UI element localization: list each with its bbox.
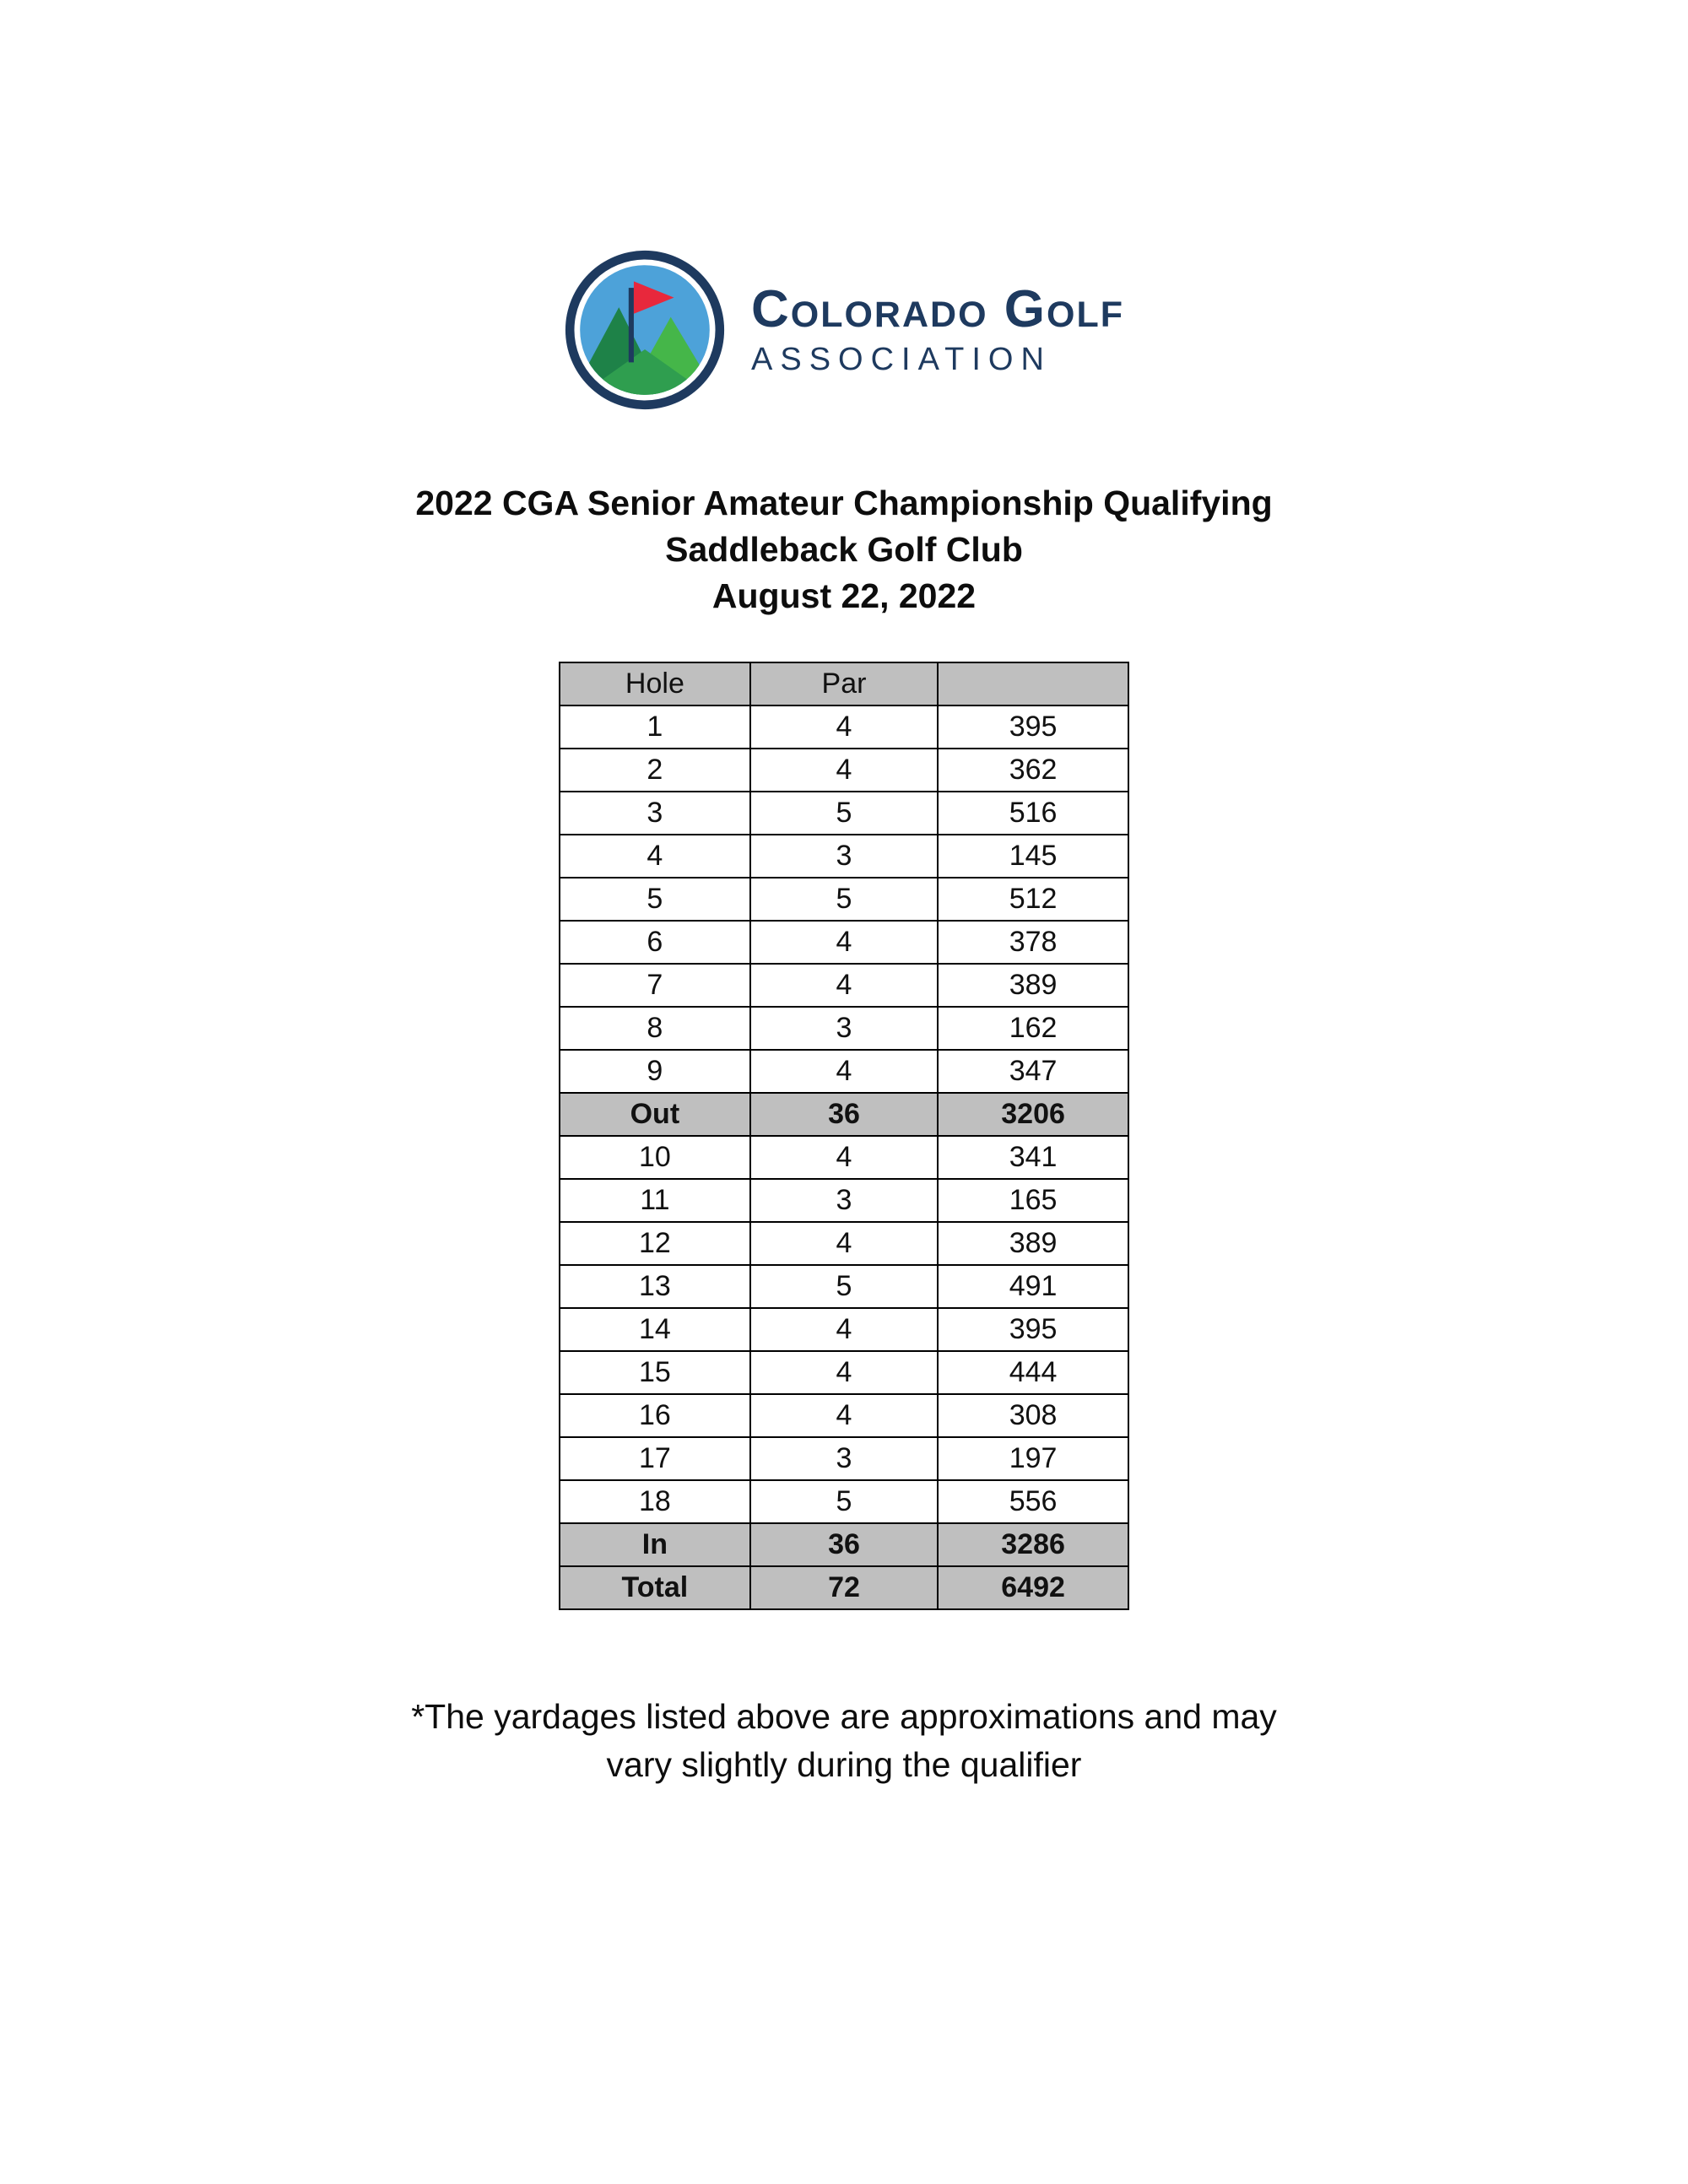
- table-header-row: [560, 662, 1128, 705]
- table-row: [560, 964, 1128, 1007]
- table-row: [560, 1351, 1128, 1394]
- yardage-cell: 6492: [938, 1566, 1128, 1609]
- hole-cell: 12: [560, 1222, 750, 1265]
- yardage-cell: 3206: [938, 1093, 1128, 1136]
- par-cell: 3: [750, 835, 938, 878]
- hole-cell: 7: [560, 964, 750, 1007]
- cga-logo-mark-icon: [564, 249, 726, 411]
- yardage-table: [559, 662, 1129, 1610]
- table-row: [560, 1179, 1128, 1222]
- hole-cell: 14: [560, 1308, 750, 1351]
- yardage-cell: 512: [938, 878, 1128, 921]
- table-row: [560, 1265, 1128, 1308]
- par-cell: 3: [750, 1437, 938, 1480]
- hole-cell: 4: [560, 835, 750, 878]
- yardage-cell: 389: [938, 964, 1128, 1007]
- table-row: [560, 1394, 1128, 1437]
- par-cell: 3: [750, 1007, 938, 1050]
- table-row: [560, 1523, 1128, 1566]
- hole-cell: 9: [560, 1050, 750, 1093]
- yardage-cell: 389: [938, 1222, 1128, 1265]
- hole-cell: Out: [560, 1093, 750, 1136]
- table-row: [560, 1050, 1128, 1093]
- table-row: [560, 749, 1128, 792]
- par-cell: 5: [750, 1265, 938, 1308]
- par-cell: 5: [750, 792, 938, 835]
- par-cell: 36: [750, 1093, 938, 1136]
- table-row: [560, 1093, 1128, 1136]
- cga-logo: [0, 0, 1688, 411]
- par-cell: 4: [750, 964, 938, 1007]
- yardage-cell: 3286: [938, 1523, 1128, 1566]
- footnote-line-1: *The yardages listed above are approximations and may: [411, 1697, 1277, 1736]
- par-cell: 4: [750, 705, 938, 749]
- table-row: [560, 1308, 1128, 1351]
- hole-cell: 18: [560, 1480, 750, 1523]
- yardage-cell: 444: [938, 1351, 1128, 1394]
- yardage-cell: 308: [938, 1394, 1128, 1437]
- hole-cell: 6: [560, 921, 750, 964]
- title-block: [0, 480, 1688, 619]
- hole-cell: 3: [560, 792, 750, 835]
- yardage-cell: 516: [938, 792, 1128, 835]
- hole-cell: 15: [560, 1351, 750, 1394]
- yardage-cell: 165: [938, 1179, 1128, 1222]
- par-cell: 4: [750, 921, 938, 964]
- yardage-cell: 395: [938, 705, 1128, 749]
- hole-cell: In: [560, 1523, 750, 1566]
- yardage-cell: 491: [938, 1265, 1128, 1308]
- hole-cell: 1: [560, 705, 750, 749]
- par-cell: 4: [750, 1308, 938, 1351]
- par-cell: 4: [750, 1394, 938, 1437]
- yardage-cell: 145: [938, 835, 1128, 878]
- yardage-cell: 341: [938, 1136, 1128, 1179]
- par-cell: 4: [750, 1222, 938, 1265]
- yardage-cell: 347: [938, 1050, 1128, 1093]
- table-row: [560, 878, 1128, 921]
- hole-cell: 16: [560, 1394, 750, 1437]
- par-cell: 3: [750, 1179, 938, 1222]
- par-cell: 4: [750, 749, 938, 792]
- hole-cell: 5: [560, 878, 750, 921]
- par-cell: 72: [750, 1566, 938, 1609]
- par-cell: 4: [750, 1136, 938, 1179]
- table-row: [560, 1136, 1128, 1179]
- table-row: [560, 1480, 1128, 1523]
- hole-cell: 13: [560, 1265, 750, 1308]
- hole-cell: 17: [560, 1437, 750, 1480]
- par-cell: 5: [750, 878, 938, 921]
- yardage-cell: 197: [938, 1437, 1128, 1480]
- table-row: [560, 1222, 1128, 1265]
- yardage-cell: 378: [938, 921, 1128, 964]
- table-row: [560, 835, 1128, 878]
- par-column-header: Par: [750, 662, 938, 705]
- table-row: [560, 1437, 1128, 1480]
- event-date: August 22, 2022: [711, 576, 977, 615]
- yardage-cell: 362: [938, 749, 1128, 792]
- hole-cell: 10: [560, 1136, 750, 1179]
- table-row: [560, 792, 1128, 835]
- course-name: Saddleback Golf Club: [665, 530, 1023, 569]
- yardage-cell: 162: [938, 1007, 1128, 1050]
- table-row: [560, 921, 1128, 964]
- par-cell: 4: [750, 1351, 938, 1394]
- yardage-footnote: [0, 1693, 1688, 1789]
- yardage-cell: 395: [938, 1308, 1128, 1351]
- hole-cell: 2: [560, 749, 750, 792]
- hole-cell: Total: [560, 1566, 750, 1609]
- hole-column-header: Hole: [560, 662, 750, 705]
- hole-cell: 8: [560, 1007, 750, 1050]
- footnote-line-2: vary slightly during the qualifier: [606, 1745, 1082, 1784]
- par-cell: 4: [750, 1050, 938, 1093]
- logo-wordmark: [751, 279, 1124, 378]
- yardage-cell: 556: [938, 1480, 1128, 1523]
- table-row: [560, 1566, 1128, 1609]
- logo-wordmark-association: ASSOCIATION: [751, 342, 1052, 378]
- par-cell: 36: [750, 1523, 938, 1566]
- table-row: [560, 1007, 1128, 1050]
- event-title: 2022 CGA Senior Amateur Championship Qualifying: [415, 484, 1273, 522]
- table-row: [560, 705, 1128, 749]
- par-cell: 5: [750, 1480, 938, 1523]
- logo-wordmark-name: Colorado Golf: [751, 279, 1124, 338]
- yardage-column-header: [938, 662, 1128, 705]
- hole-cell: 11: [560, 1179, 750, 1222]
